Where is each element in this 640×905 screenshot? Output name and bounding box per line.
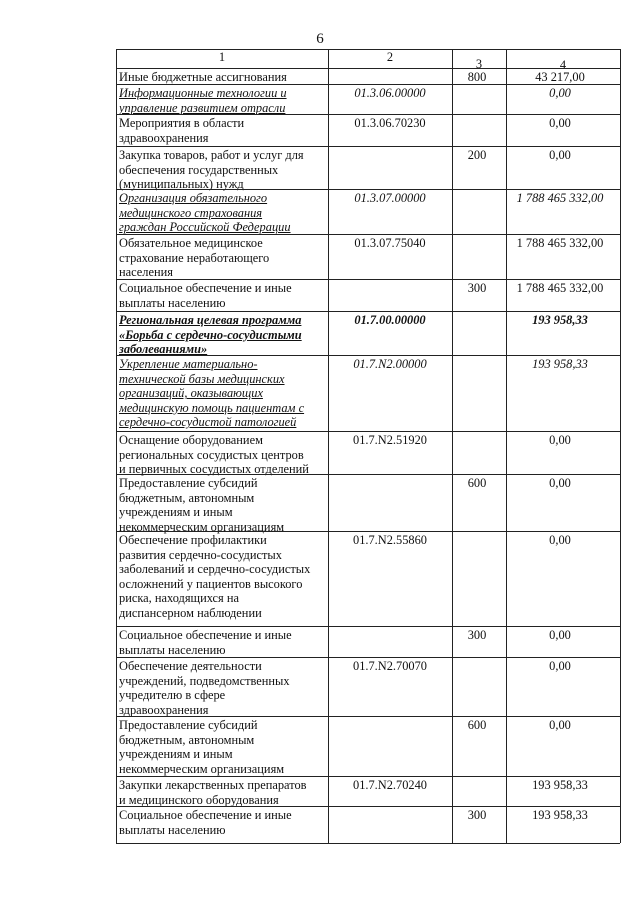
table-rule [116,776,620,777]
row-9-amount-cell: 193 958,33 [532,357,588,371]
row-7-name-cell: Социальное обеспечение и иные выплаты населению [119,281,292,310]
row-16-amount-cell: 193 958,33 [532,778,588,792]
row-6-name-cell: Обязательное медицинское страхование неработающего населения [119,236,270,280]
page-number: 6 [316,31,324,47]
table-rule [116,84,620,85]
row-10-name-cell: Оснащение оборудованием региональных сосудистых центров и первичных сосудистых отделений [119,433,309,477]
table-rule [116,843,620,844]
row-3-code-cell: 01.3.06.70230 [354,116,426,130]
row-2-amount-cell: 0,00 [549,86,571,100]
row-14-code-cell: 01.7.N2.70070 [353,659,427,673]
row-16-name-cell: Закупки лекарственных препаратов и медицинского оборудования [119,778,307,807]
table-rule [116,355,620,356]
row-13-name-cell: Социальное обеспечение и иные выплаты населению [119,628,292,657]
row-8-amount-cell: 193 958,33 [532,313,588,327]
row-8-name-cell: Региональная целевая программа «Борьба с сердечно-сосудистыми заболеваниями» [119,313,302,357]
table-rule [116,626,620,627]
table-rule [116,114,620,115]
column-rule [452,49,453,843]
row-4-type-cell: 200 [467,148,487,162]
row-4-name-cell: Закупка товаров, работ и услуг для обеспечения государственных (муниципальных) нужд [119,148,304,192]
row-17-amount-cell: 193 958,33 [532,808,588,822]
row-5-name-cell: Организация обязательного медицинского страхования граждан Российской Федерации [119,191,291,235]
column-rule [328,49,329,843]
column-rule [506,49,507,843]
row-12-code-cell: 01.7.N2.55860 [353,533,427,547]
row-15-amount-cell: 0,00 [549,718,571,732]
row-1-name-cell: Иные бюджетные ассигнования [119,70,287,84]
row-13-amount-cell: 0,00 [549,628,571,642]
row-15-name-cell: Предоставление субсидий бюджетным, автономным учреждениям и иным некоммерческим организациям [119,718,285,776]
table-rule [116,189,620,190]
table-rule [116,431,620,432]
row-14-amount-cell: 0,00 [549,659,571,673]
row-5-amount-cell: 1 788 465 332,00 [516,191,604,205]
row-3-name-cell: Мероприятия в области здравоохранения [119,116,245,145]
row-16-code-cell: 01.7.N2.70240 [353,778,427,792]
row-17-type-cell: 300 [467,808,487,822]
table-rule [116,531,620,532]
row-9-name-cell: Укрепление материально- технической базы медицинских организаций, оказывающих медицинскую помощь пациентам с сердечно-сосудистой патологией [119,357,305,430]
row-4-amount-cell: 0,00 [549,148,571,162]
column-rule [116,49,117,843]
row-10-amount-cell: 0,00 [549,433,571,447]
header-col-3: 3 [475,57,483,71]
row-9-code-cell: 01.7.N2.00000 [353,357,427,371]
row-14-name-cell: Обеспечение деятельности учреждений, подведомственных учредителю в сфере здравоохранения [119,659,290,717]
row-1-type-cell: 800 [467,70,487,84]
row-10-code-cell: 01.7.N2.51920 [353,433,427,447]
table-rule [116,279,620,280]
table-rule [116,146,620,147]
row-6-code-cell: 01.3.07.75040 [354,236,426,250]
row-7-type-cell: 300 [467,281,487,295]
column-rule [620,49,621,843]
table-rule [116,474,620,475]
table-rule [116,234,620,235]
row-6-amount-cell: 1 788 465 332,00 [516,236,604,250]
table-rule [116,311,620,312]
row-13-type-cell: 300 [467,628,487,642]
row-11-type-cell: 600 [467,476,487,490]
row-2-code-cell: 01.3.06.00000 [354,86,426,100]
header-col-1: 1 [218,50,226,64]
row-17-name-cell: Социальное обеспечение и иные выплаты населению [119,808,292,837]
row-1-amount-cell: 43 217,00 [535,70,585,84]
row-11-name-cell: Предоставление субсидий бюджетным, автономным учреждениям и иным некоммерческим организациям [119,476,285,534]
row-12-name-cell: Обеспечение профилактики развития сердечно-сосудистых заболеваний и сердечно-сосудистых осложнений у пациентов высокого риска, находящихся на диспансерном наблюдении [119,533,311,620]
row-5-code-cell: 01.3.07.00000 [354,191,426,205]
row-12-amount-cell: 0,00 [549,533,571,547]
header-col-4: 4 [559,58,567,72]
table-rule [116,716,620,717]
row-8-code-cell: 01.7.00.00000 [354,313,426,327]
row-2-name-cell: Информационные технологии и управление развитием отрасли [119,86,287,115]
row-7-amount-cell: 1 788 465 332,00 [516,281,604,295]
table-rule [116,657,620,658]
row-15-type-cell: 600 [467,718,487,732]
header-col-2: 2 [386,50,394,64]
row-3-amount-cell: 0,00 [549,116,571,130]
row-11-amount-cell: 0,00 [549,476,571,490]
table-rule [116,49,620,50]
table-rule [116,68,620,69]
table-rule [116,806,620,807]
